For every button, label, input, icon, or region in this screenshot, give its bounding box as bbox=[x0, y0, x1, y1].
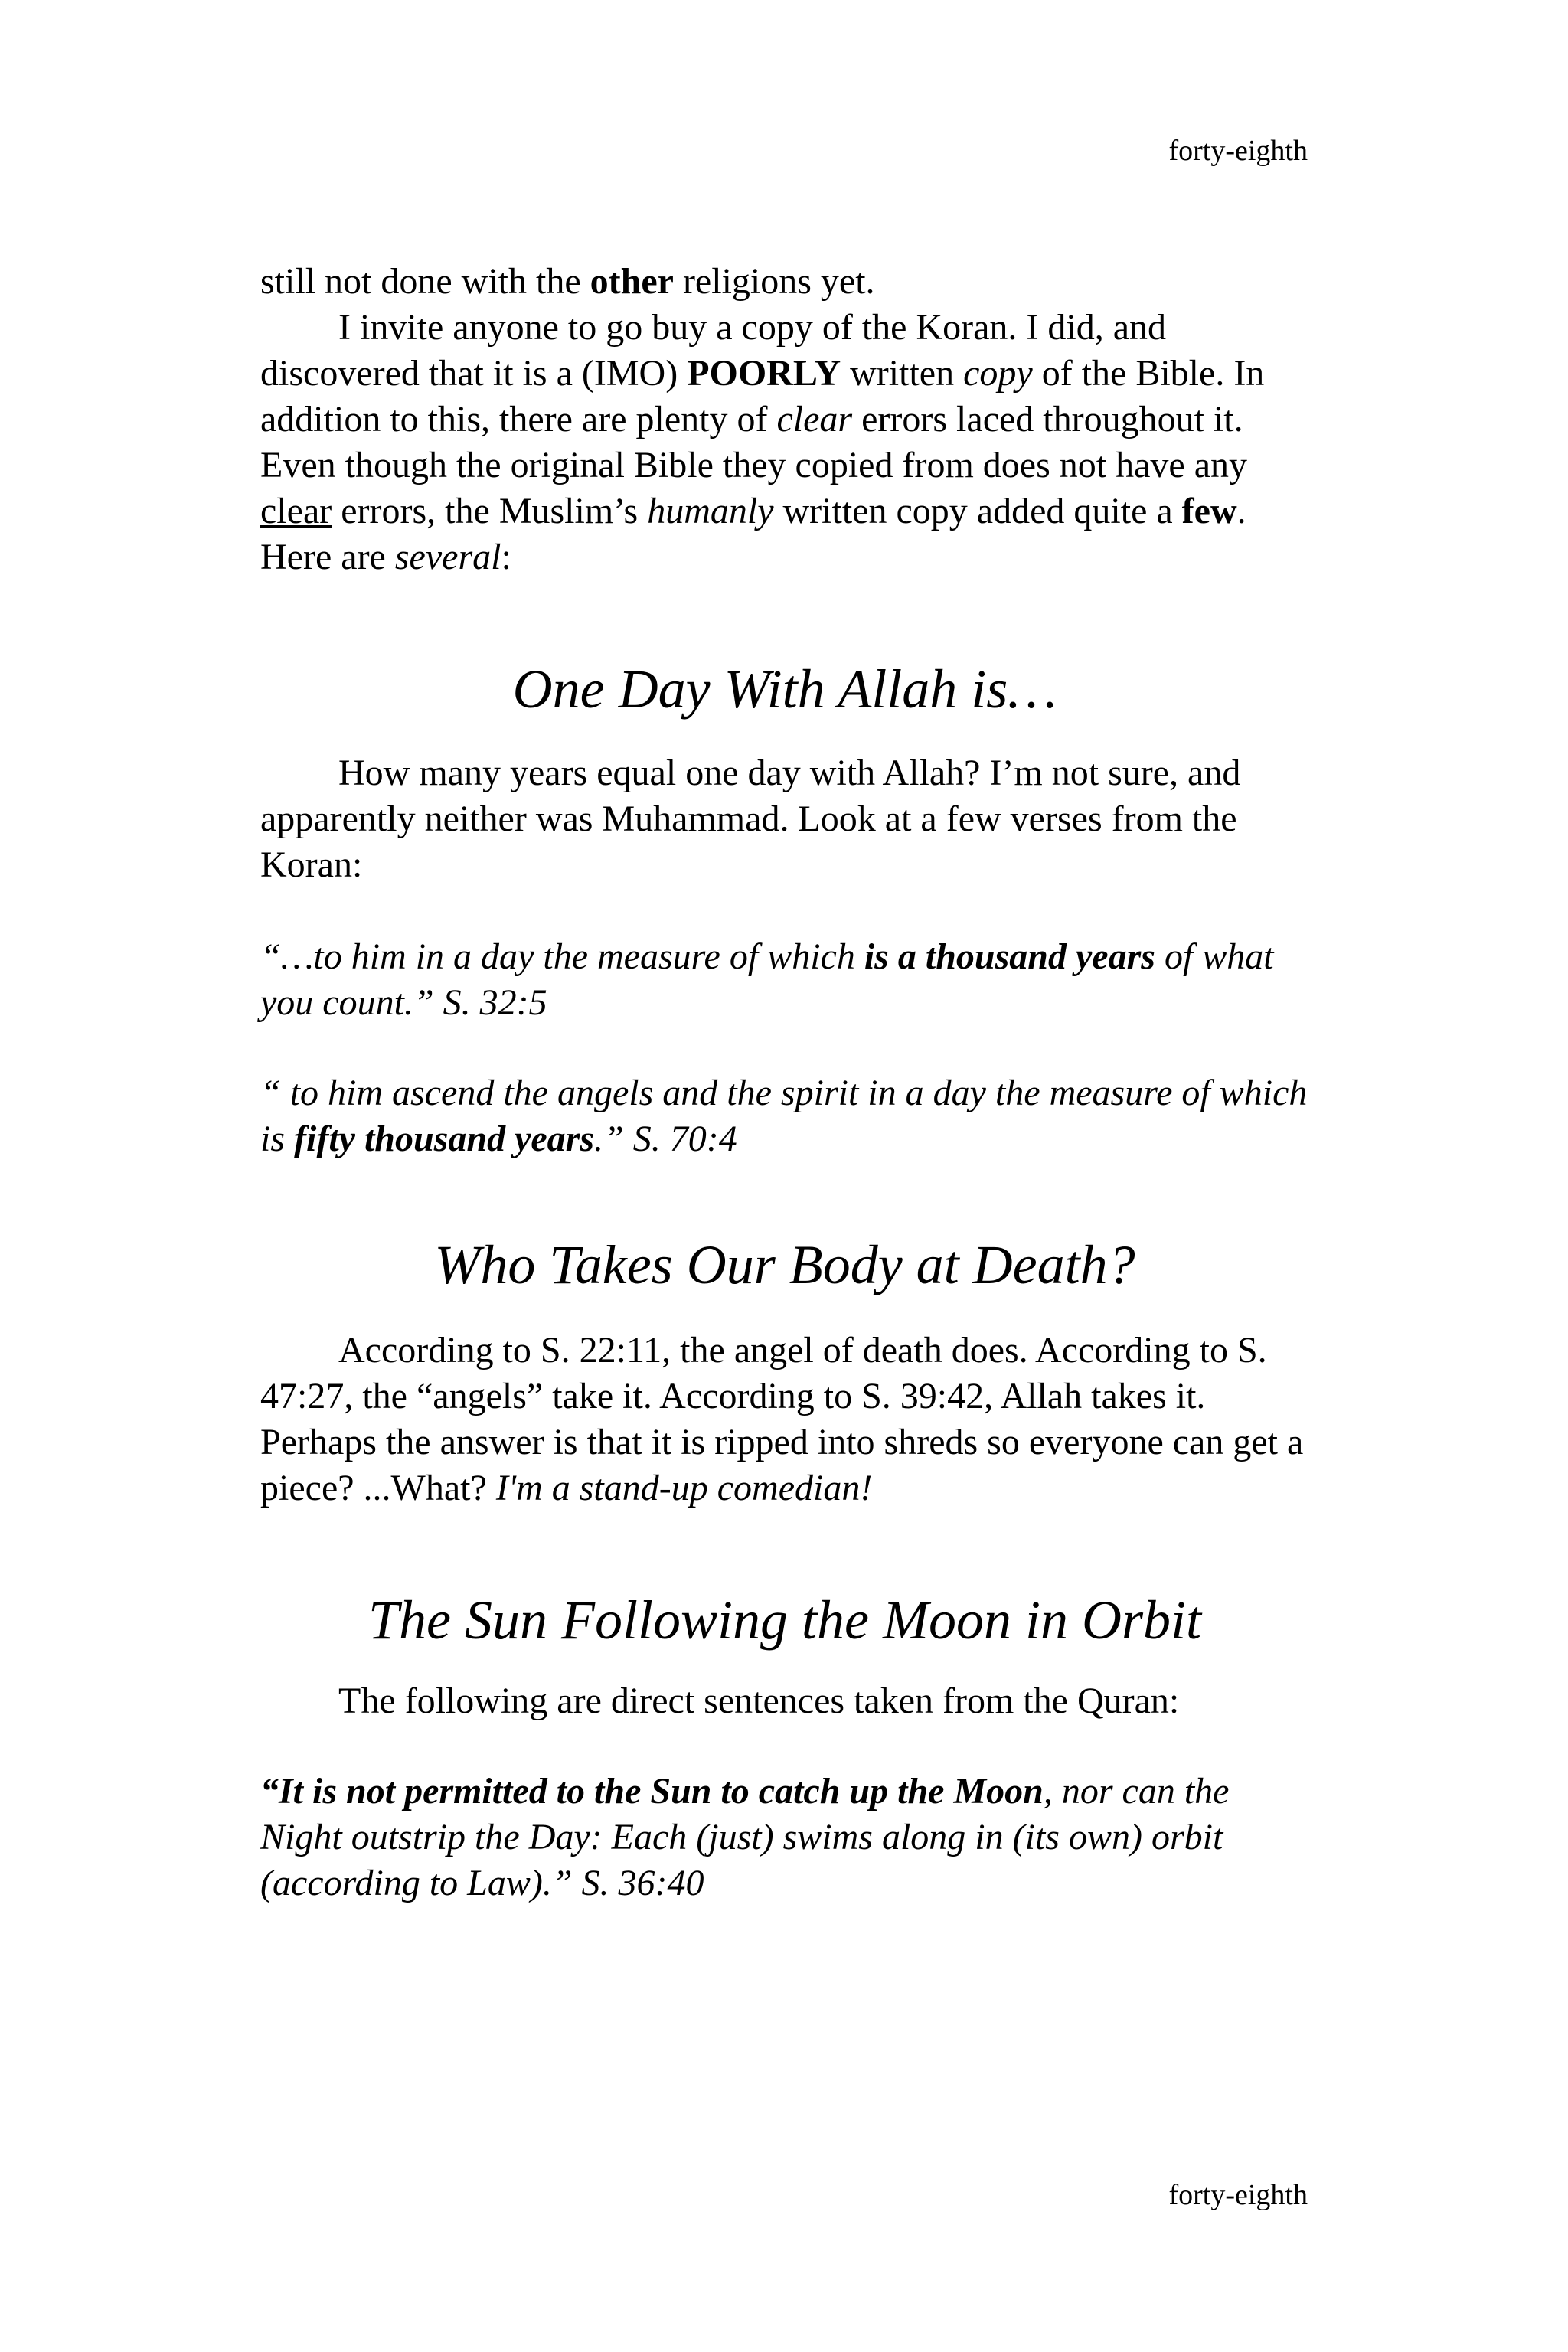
section-heading-sun-moon: The Sun Following the Moon in Orbit bbox=[368, 1589, 1201, 1651]
section1-paragraph: How many years equal one day with Allah? I’m not sure, and apparently neither was Muhammad. Look at a few verses from the Koran: bbox=[260, 753, 1241, 885]
text-run: . Here are bbox=[260, 491, 1246, 577]
italic-text: humanly bbox=[647, 491, 774, 531]
quote-s70-4 bbox=[260, 1070, 1309, 1162]
running-header: forty-eighth bbox=[1168, 135, 1308, 167]
italic-text: several bbox=[394, 537, 501, 577]
text-run: written bbox=[841, 353, 964, 394]
running-footer: forty-eighth bbox=[1168, 2179, 1308, 2211]
underlined-text: clear bbox=[260, 491, 332, 531]
text-run: errors, the Muslim’s bbox=[332, 491, 648, 531]
text-run: still not done with the bbox=[260, 261, 590, 302]
section-heading-one-day: One Day With Allah is… bbox=[512, 658, 1057, 720]
text-run: errors laced throughout it. Even though the original Bible they copied from does not have any bbox=[260, 399, 1248, 485]
intro-paragraph bbox=[260, 305, 1309, 580]
italic-text: I'm a stand-up comedian! bbox=[495, 1468, 873, 1508]
quote-s32-5 bbox=[260, 934, 1309, 1026]
section2-paragraph bbox=[260, 1328, 1309, 1511]
bold-text: “It is not permitted to the Sun to catch up the Moon bbox=[260, 1771, 1044, 1811]
text-run: According to S. 22:11, the angel of death does. According to S. 47:27, the “angels” take it. According to S. 39:42, Allah takes it. Perhaps the answer is that it is ripped into shreds so everyone can get a piece? ...What? bbox=[260, 1330, 1304, 1508]
italic-text: clear bbox=[776, 399, 853, 439]
page-content bbox=[260, 259, 1309, 1906]
text-run: : bbox=[501, 537, 511, 577]
text-run: of the Bible. In addition to this, there are plenty of bbox=[260, 353, 1265, 439]
text-run: , nor can the Night outstrip the Day: Each (just) swims along in (its own) orbit (according to Law).” S. 36:40 bbox=[260, 1771, 1230, 1903]
section-heading-body-at-death: Who Takes Our Body at Death? bbox=[434, 1234, 1135, 1295]
italic-text: copy bbox=[963, 353, 1033, 394]
bold-text: other bbox=[590, 261, 674, 302]
section3-paragraph: The following are direct sentences taken from the Quran: bbox=[338, 1681, 1180, 1721]
text-run: “ to him ascend the angels and the spirit in a day the measure of which is bbox=[260, 1073, 1308, 1159]
text-run: I invite anyone to go buy a copy of the Koran. I did, and discovered that it is a (IMO) bbox=[260, 307, 1167, 394]
text-run: of what you count.” S. 32:5 bbox=[260, 936, 1274, 1023]
bold-text: fifty thousand years bbox=[294, 1119, 595, 1159]
quote-s36-40 bbox=[260, 1769, 1309, 1906]
intro-continuation bbox=[260, 259, 1309, 305]
text-run: .” S. 70:4 bbox=[594, 1119, 737, 1159]
bold-text: is a thousand years bbox=[864, 936, 1155, 977]
text-run: religions yet. bbox=[673, 261, 875, 302]
text-run: written copy added quite a bbox=[773, 491, 1182, 531]
bold-text: few bbox=[1181, 491, 1237, 531]
text-run: “…to him in a day the measure of which bbox=[260, 936, 864, 977]
bold-text: POORLY bbox=[687, 353, 841, 394]
